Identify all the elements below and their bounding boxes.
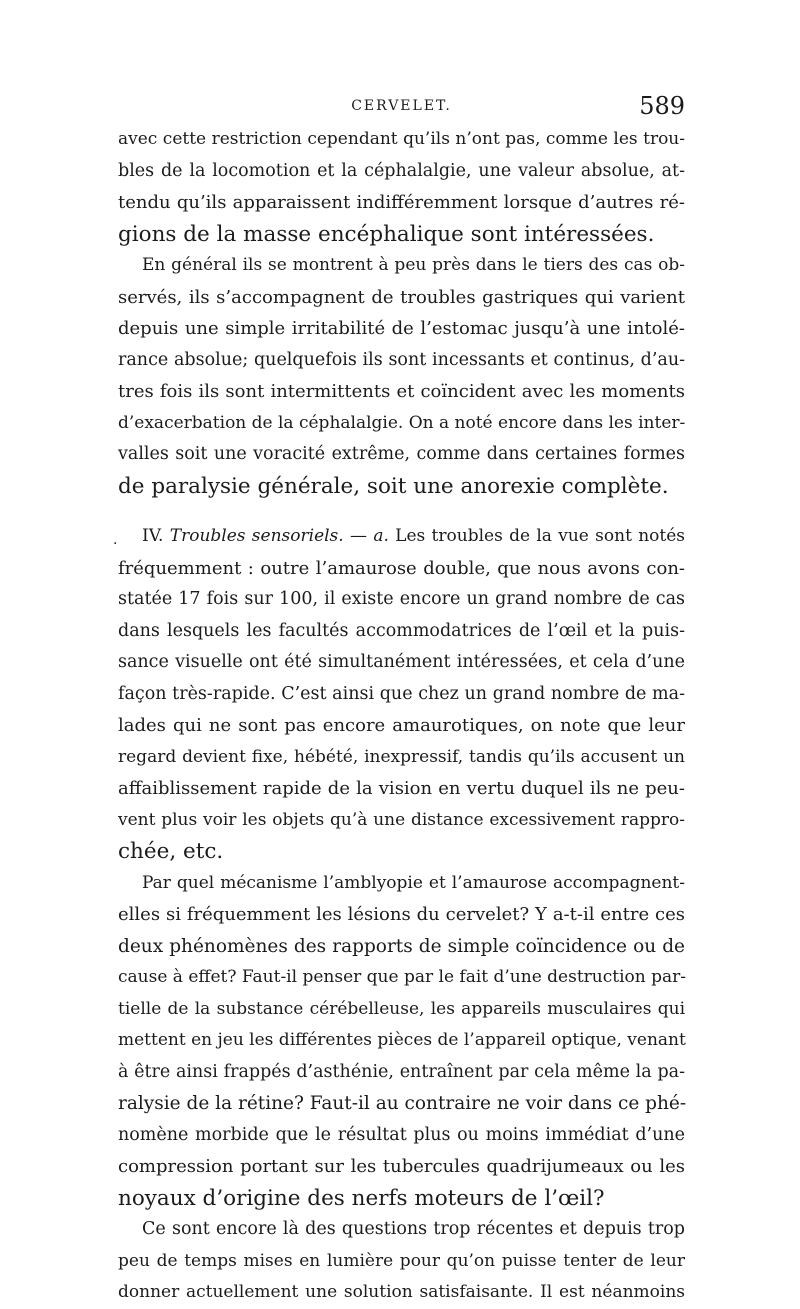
text-line: compression portant sur les tubercules quadrijumeaux ou les [118, 1156, 685, 1177]
page-header [118, 92, 685, 122]
section-number: IV. [142, 526, 164, 546]
section-first-line-rest: Les troubles de la vue sont notés [388, 526, 686, 546]
text-line: En général ils se montrent à peu près dans le tiers des cas ob- [142, 255, 685, 275]
section-heading-line [118, 521, 685, 553]
text-line: dans lesquels les facultés accommodatrices de l’œil et la puis- [118, 620, 685, 641]
text-line: Par quel mécanisme l’amblyopie et l’amaurose accompagnent- [142, 872, 685, 893]
text-line: Ce sont encore là des questions trop récentes et depuis trop [142, 1219, 685, 1239]
text-line: tres fois ils sont intermittents et coïncident avec les moments [118, 381, 685, 402]
text-line: deux phénomènes des rapports de simple coïncidence ou de [118, 935, 685, 957]
text-line: gions de la masse encéphalique sont intéressées. [118, 221, 655, 247]
text-line: bles de la locomotion et la céphalalgie, une valeur absolue, at- [118, 160, 685, 181]
text-line: lades qui ne sont pas encore amaurotiques, on note que leur [118, 715, 685, 736]
text-line: affaiblissement rapide de la vision en vertu duquel ils ne peu- [118, 778, 685, 799]
text-line: depuis une simple irritabilité de l’estomac jusqu’à une intolé- [118, 318, 685, 339]
text-line: donner actuellement une solution satisfaisante. Il est néanmoins [118, 1282, 685, 1302]
section-letter: a. [373, 526, 389, 546]
text-line: cause à effet? Faut-il penser que par le fait d’une destruction par- [118, 967, 686, 987]
text-line: vent plus voir les objets qu’à une distance excessivement rappro- [118, 809, 685, 830]
text-line: mettent en jeu les différentes pièces de l’appareil optique, venant [118, 1030, 686, 1050]
page-number: 589 [639, 92, 685, 120]
text-line: valles soit une voracité extrême, comme dans certaines formes [118, 444, 685, 464]
section-title: Troubles sensoriels. [169, 526, 344, 546]
text-line: fréquemment : outre l’amaurose double, que nous avons con- [118, 557, 685, 579]
text-line: elles si fréquemment les lésions du cervelet? Y a-t-il entre ces [118, 904, 685, 925]
text-line: d’exacerbation de la céphalalgie. On a noté encore dans les inter- [118, 412, 686, 433]
running-head: CERVELET. [351, 98, 452, 114]
text-line: à être ainsi frappés d’asthénie, entraînent par cela même la pa- [118, 1061, 685, 1082]
text-line: façon très-rapide. C’est ainsi que chez un grand nombre de ma- [118, 683, 685, 704]
text-line: ralysie de la rétine? Faut-il au contraire ne voir dans ce phé- [118, 1093, 687, 1114]
section-dash: — [343, 526, 374, 546]
margin-mark: · [113, 536, 118, 552]
text-line: servés, ils s’accompagnent de troubles gastriques qui varient [118, 286, 685, 308]
text-line: chée, etc. [118, 839, 224, 864]
section-troubles-sensoriels [118, 521, 685, 868]
text-line: regard devient fixe, hébété, inexpressif, tandis qu’ils accusent un [118, 746, 685, 767]
text-line: tielle de la substance cérébelleuse, les appareils musculaires qui [118, 998, 685, 1019]
text-line: avec cette restriction cependant qu’ils n’ont pas, comme les trou- [118, 129, 685, 149]
paragraph [118, 1214, 685, 1309]
text-line: sance visuelle ont été simultanément intéressées, et cela d’une [118, 652, 685, 672]
text-line: tendu qu’ils apparaissent indifféremment lorsque d’autres ré- [118, 192, 685, 213]
text-line: nomène morbide que le résultat plus ou moins immédiat d’une [118, 1124, 685, 1145]
body-text [118, 124, 685, 1309]
paragraph [118, 868, 685, 1215]
text-line: peu de temps mises en lumière pour qu’on puisse tenter de leur [118, 1250, 685, 1271]
text-line: noyaux d’origine des nerfs moteurs de l’œil? [118, 1185, 605, 1211]
text-line: de paralysie générale, soit une anorexie complète. [118, 473, 669, 499]
text-line: statée 17 fois sur 100, il existe encore un grand nombre de cas [118, 589, 685, 609]
paragraph [118, 250, 685, 502]
text-line: rance absolue; quelquefois ils sont incessants et continus, d’au- [118, 349, 685, 370]
paragraph [118, 124, 685, 250]
